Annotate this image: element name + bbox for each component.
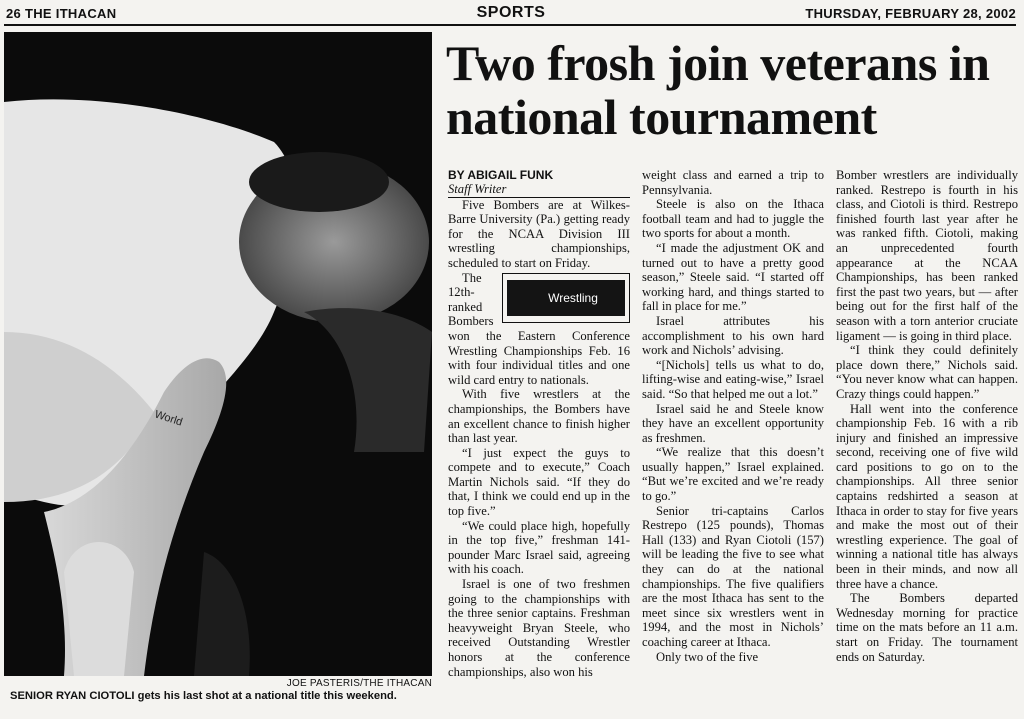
paragraph: Steele is also on the Ithaca football team and had to juggle the two sports for about a month.: [642, 197, 824, 241]
paragraph: Only two of the five: [656, 649, 759, 664]
paragraph: Senior tri-captains Carlos Restrepo (125 pounds), Thomas Hall (133) and Ryan Ciotoli (157) will be leading the five to see what they can do at the national championships. The five qualifiers are the most Ithaca has sent to the meet since six wrestlers went in 1994, and the most in Nichols’ coaching career at Ithaca.: [642, 503, 824, 649]
photo-caption-text: gets his last shot at a national title this weekend.: [134, 690, 397, 702]
wrestler-photo-illustration: [4, 32, 432, 676]
issue-date: THURSDAY, FEBRUARY 28, 2002: [805, 6, 1016, 21]
paragraph: Israel is one of two freshmen going to the championships with the three senior captains. Freshman heavyweight Bryan Steele, who received Outstanding Wrestler honors at the conference championships, also won his: [448, 577, 630, 679]
paragraph: Five Bombers are at Wilkes-Barre University (Pa.) getting ready for the NCAA Division III wrestling championships, scheduled to start on Friday.: [448, 197, 630, 270]
section-tag: Wrestling: [507, 280, 625, 316]
paragraph-text: The 12th-ranked Bombers won the Eastern Conference Wrestling Championships Feb. 16 with four individual titles and one wild card entry to nationals.: [448, 270, 630, 387]
shirt-logo: World: [153, 408, 184, 429]
paragraph: “[Nichols] tells us what to do, lifting-wise and eating-wise,” Israel said. “So that helped me out a lot.”: [642, 357, 824, 401]
photo-caption: [10, 690, 440, 702]
paragraph: Bomber wrestlers are individually ranked. Restrepo is fourth in his class, and Ciotoli is third. Restrepo finished fourth last year after he was ranked fifth. Ciotoli, making an unprecedented fourth appearance at the NCAA Championships, has been ranked first the past two years, but — after being out for the first half of the season with a torn anterior cruciate ligament — is going in third place.: [836, 168, 1018, 343]
page-header: [6, 4, 1016, 24]
photo-credit: JOE PASTERIS/THE ITHACAN: [286, 678, 432, 689]
paragraph: weight class and earned a trip to Pennsylvania.: [642, 168, 824, 197]
paragraph: “We could place high, hopefully in the top five,” freshman 141-pounder Marc Israel said, agreeing with his coach.: [448, 518, 630, 577]
paragraph: Hall went into the conference championship Feb. 16 with a rib injury and finished an impressive second, receiving one of five wild card positions to go on to the championships. All three senior captains redshirted a season at Ithaca in order to stay for five years and make the most out of their wrestling experience. The goal of winning a national title has always been in their minds, and now all three have a chance.: [836, 401, 1018, 591]
paragraph: The Bombers departed Wednesday morning for practice time on the mats before an 11 a.m. start on Friday. The tournament ends on Saturday.: [836, 591, 1018, 664]
article-column-1: [448, 168, 630, 679]
byline-role: Staff Writer: [448, 182, 630, 198]
paragraph: [448, 271, 630, 388]
article-column-2: [642, 168, 824, 664]
paragraph: “I made the adjustment OK and turned out to have a pretty good season,” Steele said. “I started off working hard, and things started to fall in place for me.”: [642, 240, 824, 314]
paragraph: “We realize that this doesn’t usually happen,” Israel explained. “But we’re excited and we’re ready to go.”: [642, 445, 824, 504]
byline: BY ABIGAIL FUNK: [448, 168, 554, 182]
paragraph: “I just expect the guys to compete and to execute,” Coach Martin Nichols said. “If they do that, I think we could end up in the top five.”: [448, 445, 630, 519]
wrestler-photo: [4, 32, 432, 676]
paragraph: Israel attributes his accomplishment to his own hard work and Nichols’ advising.: [642, 313, 824, 358]
paragraph: “I think they could definitely place down there,” Nichols said. “You never know what can happen. Crazy things could happen.”: [836, 343, 1018, 401]
header-rule: [4, 24, 1016, 26]
paragraph: Israel said he and Steele know they have an excellent opportunity as freshmen.: [642, 401, 824, 445]
article-column-3: [836, 168, 1018, 664]
section-label: SPORTS: [476, 4, 546, 21]
page-number-label: 26 THE ITHACAN: [6, 6, 117, 21]
section-tag-box: [502, 273, 630, 323]
photo-caption-lead: SENIOR RYAN CIOTOLI: [10, 690, 135, 702]
headline: Two frosh join veterans in national tournament: [446, 35, 990, 145]
paragraph: With five wrestlers at the championships, the Bombers have an excellent chance to finish higher than last year.: [448, 387, 630, 446]
